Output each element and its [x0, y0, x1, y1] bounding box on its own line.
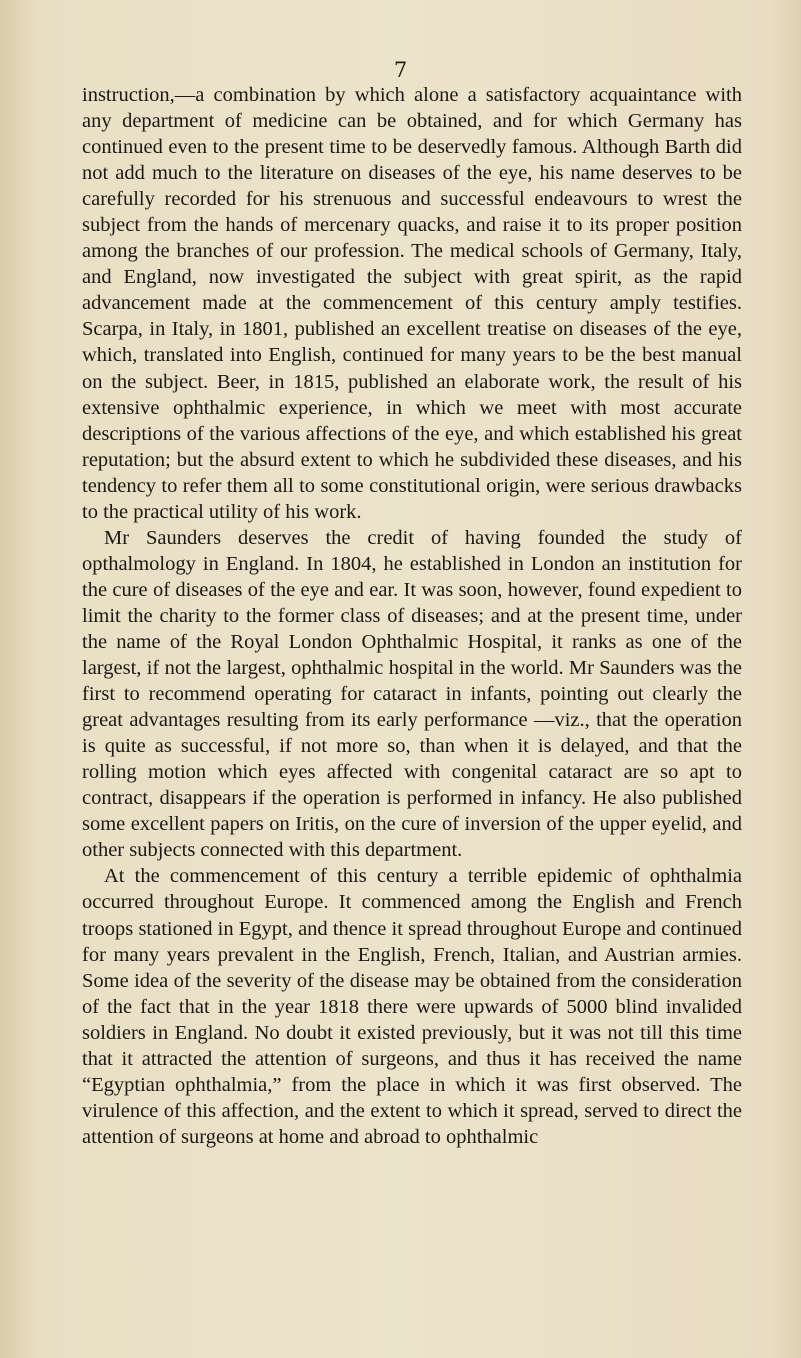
paragraph-saunders: Mr Saunders deserves the credit of having founded the study of opthalmology in England. In 1804, he established in London an institution for the cure of diseases of the eye and ear. It was soon, however, found expedient to limit the charity to the former class of diseases; and at the present time, under the name of the Royal London Ophthalmic Hospital, it ranks as one of the largest, if not the largest, ophthalmic hospital in the world. Mr Saunders was the first to recommend operating for cataract in infants, pointing out clearly the great advantages resulting from its early performance —viz., that the operation is quite as successful, if not more so, than when it is delayed, and that the rolling motion which eyes affected with congenital cataract are so apt to contract, disappears if the operation is performed in infancy. He also published some excellent papers on Iritis, on the cure of inversion of the upper eyelid, and other subjects connected with this department.	[82, 526, 742, 862]
paragraph-history-barth-scarpa-beer: instruction,—a combination by which alone a satisfactory acquaintance with any department of medicine can be obtained, and for which Germany has continued even to the present time to be deservedly famous. Although Barth did not add much to the literature on diseases of the eye, his name deserves to be carefully recorded for his strenuous and successful endeavours to wrest the subject from the hands of mercenary quacks, and raise it to its proper position among the branches of our profession. The medical schools of Germany, Italy, and England, now investigated the subject with great spirit, as the rapid advancement made at the commencement of this century amply testifies. Scarpa, in Italy, in 1801, published an excellent treatise on diseases of the eye, which, translated into English, continued for many years to be the best manual on the subject. Beer, in 1815, published an elaborate work, the result of his extensive ophthalmic experience, in which we meet with most accurate descriptions of the various affections of the eye, and which established his great reputation; but the absurd extent to which he subdivided these diseases, and his tendency to refer them all to some constitutional origin, were serious drawbacks to the practical utility of his work.	[82, 84, 742, 523]
body-text	[82, 82, 742, 1150]
paragraph-epidemic-ophthalmia: At the commencement of this century a terrible epidemic of ophthalmia occurred throughout Europe. It commenced among the English and French troops stationed in Egypt, and thence it spread throughout Europe and continued for many years prevalent in the English, French, Italian, and Austrian armies. Some idea of the severity of the disease may be obtained from the consideration of the fact that in the year 1818 there were upwards of 5000 blind invalided soldiers in England. No doubt it existed previously, but it was not till this time that it attracted the attention of surgeons, and thus it has received the name “Egyptian ophthalmia,” from the place in which it was first observed. The virulence of this affection, and the extent to which it spread, served to direct the attention of surgeons at home and abroad to ophthalmic	[82, 865, 742, 1148]
page-number: 7	[393, 58, 408, 82]
